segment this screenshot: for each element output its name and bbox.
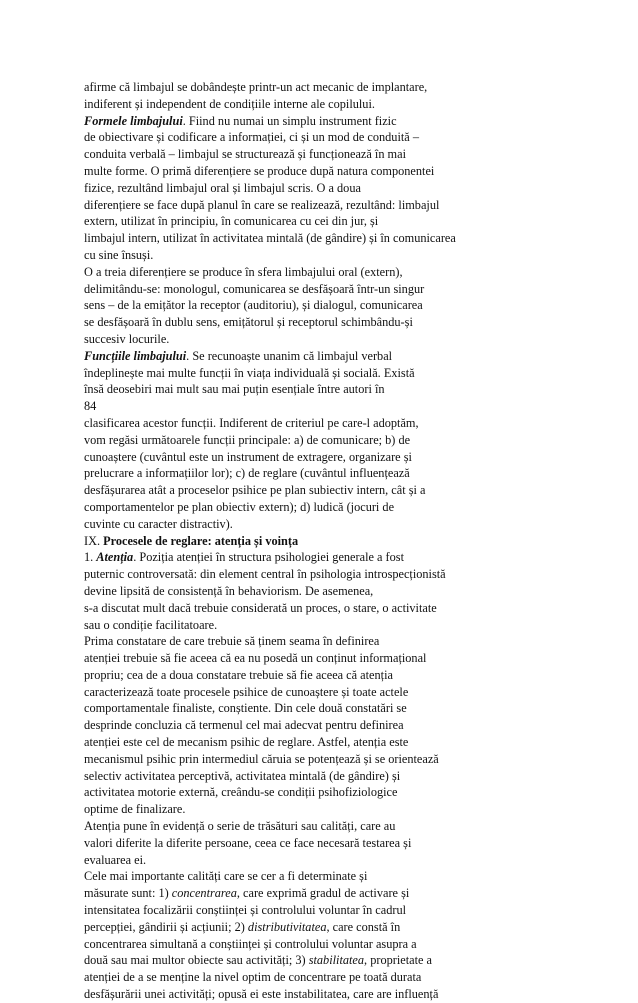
text-line: afirme că limbajul se dobândește printr-un act mecanic de implantare, xyxy=(84,80,428,94)
text-line: succesiv locurile. xyxy=(84,331,170,346)
text-line: conduita verbală – limbajul se structurează și funcționează în mai xyxy=(84,147,406,162)
text-line: cunoaștere (cuvântul este un instrument de extragere, organizare și xyxy=(84,449,412,464)
text-line: clasificarea acestor funcții. Indiferent de criteriul pe care-l adoptăm, xyxy=(84,415,419,430)
section-heading-line: Funcțiile limbajului. Se recunoaște unanim că limbajul verbal xyxy=(84,348,393,363)
chapter-heading: IX. Procesele de reglare: atenția și voința xyxy=(84,533,299,548)
text-line: activitatea motorie externă, creându-se condiții psihofiziologice xyxy=(84,785,398,800)
text-line: însă deosebiri mai mult sau mai puțin esențiale între autori în xyxy=(84,382,385,397)
text-line: desprinde concluzia că termenul cel mai adecvat pentru definirea xyxy=(84,718,404,733)
text-line: comportamentale finaliste, conștiente. Din cele două constatări se xyxy=(84,701,407,716)
text-line: diferențiere se face după planul în care se realizează, rezultând: limbajul xyxy=(84,197,440,212)
text-line: percepției, gândirii și acțiunii; 2) distributivitatea, care constă în xyxy=(84,919,401,934)
text-line: vom regăsi următoarele funcții principale: a) de comunicare; b) de xyxy=(84,432,411,447)
emphasis-term: distributivitatea xyxy=(247,919,327,934)
text-line: Atenția pune în evidență o serie de trăsături sau calități, care au xyxy=(84,819,396,834)
text-line: cuvinte cu caracter distractiv). xyxy=(84,516,233,531)
section-heading: Formele limbajului xyxy=(84,113,183,128)
text-line: evaluarea ei. xyxy=(84,852,147,867)
text-line: prelucrare a informațiilor lor); c) de reglare (cuvântul influențează xyxy=(84,466,410,481)
text-line: sau o condiție facilitatoare. xyxy=(84,617,218,632)
text-line: atenției de a se menține la nivel optim de concentrare pe toată durata xyxy=(84,970,422,985)
subsection-heading-line: 1. Atenția. Poziția atenției în structura psihologiei generale a fost xyxy=(84,550,404,565)
text-line: limbajul intern, utilizat în activitatea mintală (de gândire) și în comunicarea xyxy=(84,231,456,246)
subsection-heading: Atenția xyxy=(96,550,134,565)
text-line: se desfășoară în dublu sens, emițătorul și receptorul schimbându-și xyxy=(84,315,413,330)
text-line: s-a discutat mult dacă trebuie considerată un proces, o stare, o activitate xyxy=(84,600,437,615)
section-heading: Funcțiile limbajului xyxy=(84,348,187,363)
emphasis-term: stabilitatea xyxy=(308,953,365,968)
text-line: valori diferite la diferite persoane, ceea ce face necesară testarea și xyxy=(84,835,412,850)
text-line: mecanismul psihic prin intermediul căruia se potențează și se orientează xyxy=(84,751,439,766)
text-line: delimitându-se: monologul, comunicarea se desfășoară într-un singur xyxy=(84,281,425,296)
text-line: fizice, rezultând limbajul oral și limbajul scris. O a doua xyxy=(84,180,361,195)
emphasis-term: concentrarea xyxy=(171,886,237,901)
section-heading-line: Formele limbajului. Fiind nu numai un simplu instrument fizic xyxy=(84,113,397,128)
text-line: cu sine însuși. xyxy=(84,247,154,262)
text-line: puternic controversată: din element central în psihologia introspecționistă xyxy=(84,567,446,582)
text-line: Cele mai importante calități care se cer a fi determinate și xyxy=(84,869,368,884)
text-line: intensitatea focalizării conștiinței și controlului voluntar în cadrul xyxy=(84,903,407,918)
text-line: selectiv activitatea perceptivă, activitatea mintală (de gândire) și xyxy=(84,768,401,783)
text-line: comportamentelor pe plan obiectiv extern); d) ludică (jocuri de xyxy=(84,499,395,514)
chapter-title: Procesele de reglare: atenția și voința xyxy=(103,533,299,548)
text-line: desfășurării unei activități; opusă ei este instabilitatea, care are influență xyxy=(84,987,439,1002)
text-line: Prima constatare de care trebuie să ținem seama în definirea xyxy=(84,634,380,649)
text-line: îndeplinește mai multe funcții în viața individuală și socială. Există xyxy=(84,365,415,380)
document-page xyxy=(84,79,629,1003)
text-line: propriu; cea de a doua constatare trebuie să fie aceea că atenția xyxy=(84,667,393,682)
text-line: multe forme. O primă diferențiere se produce după natura componentei xyxy=(84,163,435,178)
text-line: de obiectivare și codificare a informației, ci și un mod de conduită – xyxy=(84,130,419,145)
text-line: atenției trebuie să fie aceea că ea nu posedă un conținut informațional xyxy=(84,651,427,666)
text-line: optime de finalizare. xyxy=(84,802,186,817)
page-number: 84 xyxy=(84,399,97,414)
text-line: desfășurarea atât a proceselor psihice pe plan subiectiv intern, cât și a xyxy=(84,483,426,498)
text-line: extern, utilizat în principiu, în comunicarea cu cei din jur, și xyxy=(84,214,379,229)
text-line: devine lipsită de consistență în behaviorism. De asemenea, xyxy=(84,583,374,598)
text-line: atenției este cel de mecanism psihic de reglare. Astfel, atenția este xyxy=(84,735,409,750)
text-line: concentrarea simultană a conștiinței și controlului voluntar asupra a xyxy=(84,936,417,951)
text-line: indiferent și independent de condițiile interne ale copilului. xyxy=(84,96,375,111)
text-line: două sau mai multor obiecte sau activități; 3) stabilitatea, proprietate a xyxy=(84,953,432,968)
text-line: măsurate sunt: 1) concentrarea, care exprimă gradul de activare și xyxy=(84,886,410,901)
text-line: O a treia diferențiere se produce în sfera limbajului oral (extern), xyxy=(84,264,403,279)
text-line: caracterizează toate procesele psihice de cunoaștere și toate actele xyxy=(84,684,409,699)
text-line: sens – de la emițător la receptor (auditoriu), și dialogul, comunicarea xyxy=(84,298,423,313)
